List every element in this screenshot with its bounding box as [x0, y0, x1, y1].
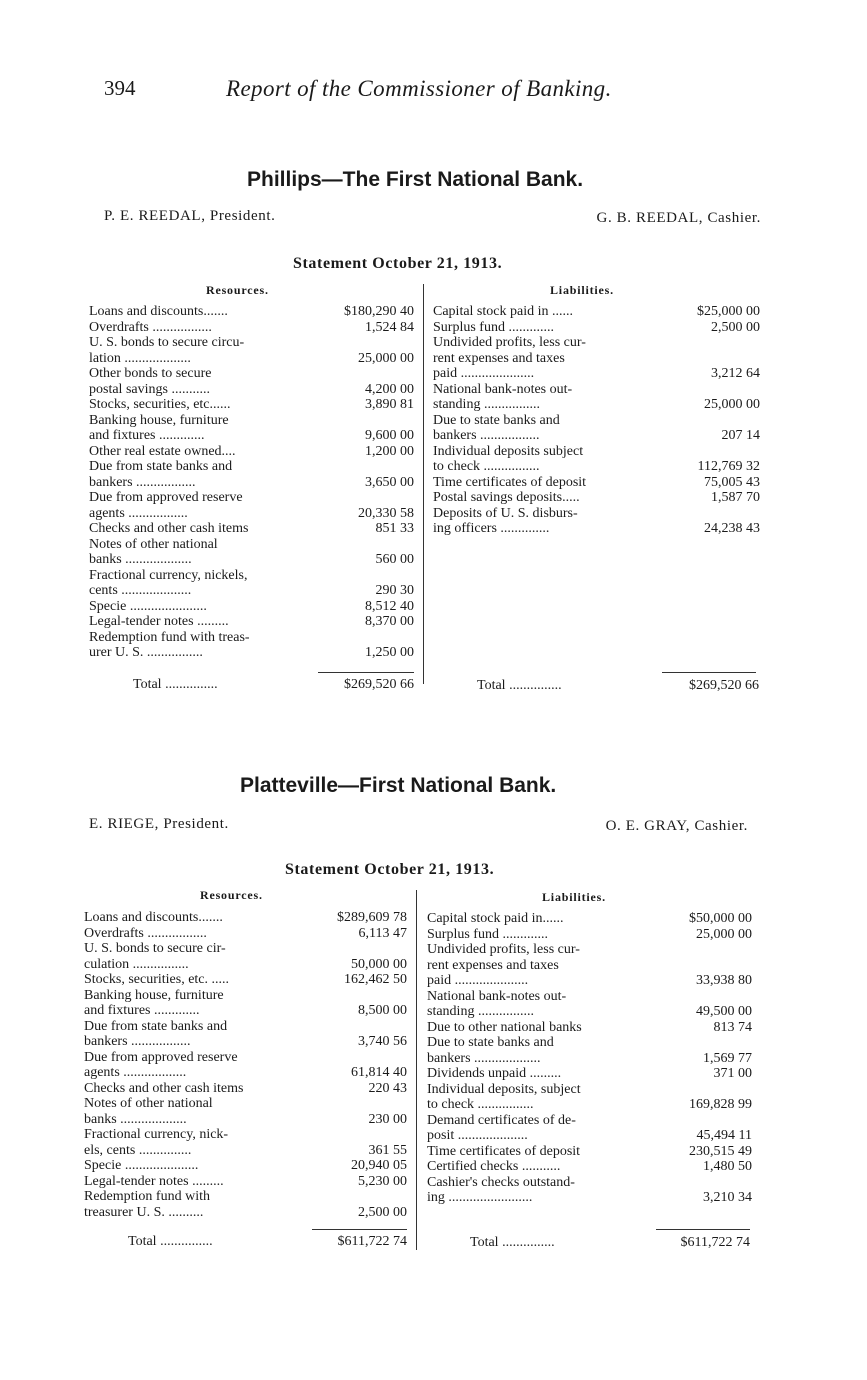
line-item-amount: 20,330 58	[358, 505, 414, 521]
line-item-label: Stocks, securities, etc......	[89, 397, 231, 412]
line-item-amount: 6,113 47	[358, 925, 407, 941]
line-item-label: Time certificates of deposit	[433, 474, 587, 490]
total-label: Total ...............	[470, 1235, 555, 1250]
liabilities-column	[427, 911, 752, 1206]
line-item	[433, 506, 760, 537]
page-number: 394	[104, 76, 136, 100]
line-item	[427, 942, 752, 989]
line-item-amount: $25,000 00	[697, 304, 760, 319]
bank-title: Platteville—First National Bank.	[240, 774, 557, 797]
line-item-amount: 20,940 05	[351, 1158, 407, 1173]
line-item-amount: 61,814 40	[351, 1065, 407, 1080]
line-item-amount: 112,769 32	[697, 459, 760, 474]
line-item	[89, 537, 414, 568]
line-item-label: Notes of other national banks ...................	[89, 536, 218, 567]
line-item-amount: 49,500 00	[696, 1004, 752, 1019]
line-item	[427, 1144, 752, 1160]
line-item	[89, 490, 414, 521]
line-item	[84, 941, 407, 972]
line-item-label: National bank-notes out- standing ................	[427, 988, 567, 1019]
line-item-label: Due to state banks and bankers ...................	[427, 1035, 554, 1066]
line-item-amount: 33,938 80	[696, 973, 752, 988]
line-item-amount: 361 55	[368, 1142, 407, 1158]
line-item-label: Checks and other cash items	[89, 521, 249, 536]
line-item-amount: 4,200 00	[365, 381, 414, 397]
line-item	[89, 614, 414, 630]
line-item	[433, 444, 760, 475]
liabilities-heading: Liabilities.	[542, 890, 606, 904]
line-item-label: Individual deposits, subject to check ................	[427, 1081, 581, 1112]
line-item-label: Undivided profits, less cur- rent expenses and taxes paid .....................	[433, 335, 586, 381]
line-item	[433, 490, 760, 506]
line-item-label: U. S. bonds to secure cir- culation ................	[84, 941, 226, 972]
line-item-amount: 75,005 43	[704, 474, 760, 490]
line-item-label: Other real estate owned....	[89, 443, 236, 459]
total-label: Total ...............	[477, 678, 562, 693]
line-item	[89, 304, 414, 320]
line-item	[89, 413, 414, 444]
line-item	[84, 1127, 407, 1158]
line-item-amount: 1,587 70	[711, 490, 760, 505]
line-item-label: Due from state banks and bankers .................	[84, 1018, 228, 1049]
line-item	[84, 1019, 407, 1050]
line-item-label: Banking house, furniture and fixtures .............	[89, 412, 229, 443]
line-item	[84, 972, 407, 988]
line-item-amount: 290 30	[375, 583, 414, 598]
line-item-amount: 3,212 64	[711, 366, 760, 381]
line-item	[84, 926, 407, 942]
line-item	[89, 444, 414, 460]
liabilities-total-row	[477, 678, 759, 694]
line-item	[427, 927, 752, 943]
line-item	[84, 988, 407, 1019]
line-item-amount: 162,462 50	[344, 972, 407, 987]
line-item-amount: 1,480 50	[703, 1159, 752, 1174]
line-item-label: Due to state banks and bankers .................	[433, 412, 560, 443]
line-item-label: Due from approved reserve agents .................	[89, 490, 243, 521]
line-item-amount: 25,000 00	[696, 926, 752, 942]
line-item-amount: 1,200 00	[365, 443, 414, 459]
line-item-amount: 50,000 00	[351, 956, 407, 972]
line-item-label: Loans and discounts.......	[89, 304, 228, 319]
line-item-label: Capital stock paid in......	[427, 911, 564, 926]
line-item-amount: 45,494 11	[696, 1128, 752, 1143]
line-item-label: Redemption fund with treas- urer U. S. ................	[89, 629, 250, 660]
liabilities-heading: Liabilities.	[550, 283, 614, 297]
line-item-amount: 230,515 49	[689, 1143, 752, 1159]
line-item-amount: 851 33	[375, 521, 414, 536]
line-item	[89, 599, 414, 615]
line-item	[84, 1096, 407, 1127]
line-item	[433, 475, 760, 491]
line-item-label: Due from approved reserve agents ..................	[84, 1049, 238, 1080]
line-item-label: Notes of other national banks ...................	[84, 1096, 213, 1127]
total-rule	[312, 1229, 407, 1230]
line-item-label: Checks and other cash items	[84, 1080, 244, 1096]
line-item-amount: 230 00	[368, 1111, 407, 1127]
total-amount: $269,520 66	[344, 677, 414, 692]
line-item-label: Due to other national banks	[427, 1019, 582, 1035]
resources-total-row	[128, 1234, 407, 1250]
line-item-label: Banking house, furniture and fixtures .............	[84, 987, 224, 1018]
line-item-label: Overdrafts .................	[84, 925, 207, 941]
total-label: Total ...............	[133, 677, 218, 692]
total-label: Total ...............	[128, 1234, 213, 1249]
line-item-label: Redemption fund with treasurer U. S. ..........	[84, 1189, 210, 1220]
line-item-label: Fractional currency, nickels, cents ....................	[89, 567, 248, 598]
line-item	[84, 1081, 407, 1097]
line-item-amount: 3,210 34	[703, 1190, 752, 1205]
line-item	[89, 335, 414, 366]
liabilities-total-row	[470, 1235, 750, 1251]
line-item	[433, 335, 760, 382]
total-rule	[318, 672, 414, 673]
line-item	[433, 413, 760, 444]
line-item-label: Individual deposits subject to check ................	[433, 443, 584, 474]
line-item-amount: 3,650 00	[365, 474, 414, 490]
column-divider	[423, 284, 424, 684]
line-item-label: Demand certificates of de- posit ....................	[427, 1112, 576, 1143]
line-item-amount: 8,512 40	[365, 598, 414, 614]
line-item-amount: 24,238 43	[704, 521, 760, 536]
line-item-amount: 220 43	[368, 1080, 407, 1096]
line-item	[84, 1174, 407, 1190]
line-item-amount: 2,500 00	[711, 319, 760, 335]
line-item-label: Certified checks ...........	[427, 1159, 561, 1174]
line-item	[427, 989, 752, 1020]
line-item-label: Surplus fund .............	[433, 319, 554, 335]
line-item	[89, 366, 414, 397]
line-item-amount: 25,000 00	[704, 397, 760, 412]
line-item	[427, 911, 752, 927]
line-item	[433, 382, 760, 413]
statement-title: Statement October 21, 1913.	[285, 861, 495, 878]
line-item	[84, 910, 407, 926]
line-item-label: Deposits of U. S. disburs- ing officers ..............	[433, 505, 578, 536]
line-item	[84, 1189, 407, 1220]
line-item-label: Overdrafts .................	[89, 319, 212, 335]
line-item	[433, 304, 760, 320]
line-item-label: Stocks, securities, etc. .....	[84, 972, 230, 987]
line-item-amount: 1,569 77	[703, 1050, 752, 1066]
line-item	[89, 397, 414, 413]
line-item-label: Legal-tender notes .........	[89, 614, 229, 629]
line-item-label: National bank-notes out- standing ................	[433, 381, 573, 412]
line-item-amount: 5,230 00	[358, 1173, 407, 1189]
total-amount: $611,722 74	[337, 1234, 407, 1249]
president-name: E. RIEGE, President.	[89, 816, 229, 832]
resources-heading: Resources.	[200, 888, 263, 902]
line-item	[89, 320, 414, 336]
line-item-amount: 8,370 00	[365, 614, 414, 629]
line-item-label: Specie .....................	[84, 1158, 199, 1173]
line-item	[89, 459, 414, 490]
total-amount: $269,520 66	[689, 678, 759, 693]
line-item-label: Postal savings deposits.....	[433, 490, 580, 505]
line-item	[427, 1082, 752, 1113]
line-item-amount: 9,600 00	[365, 428, 414, 443]
line-item	[427, 1020, 752, 1036]
line-item	[84, 1158, 407, 1174]
line-item-amount: 169,828 99	[689, 1097, 752, 1112]
running-title: Report of the Commissioner of Banking.	[226, 76, 612, 101]
line-item-amount: 1,250 00	[365, 645, 414, 660]
line-item-label: Dividends unpaid .........	[427, 1066, 562, 1081]
line-item-amount: 3,740 56	[358, 1034, 407, 1049]
line-item	[427, 1035, 752, 1066]
line-item-amount: 1,524 84	[365, 319, 414, 335]
line-item	[433, 320, 760, 336]
resources-column	[84, 910, 407, 1220]
line-item-amount: 8,500 00	[358, 1003, 407, 1018]
line-item-amount: $180,290 40	[344, 304, 414, 319]
line-item-label: Specie ......................	[89, 598, 207, 614]
line-item-amount: 25,000 00	[358, 350, 414, 366]
total-rule	[662, 672, 756, 673]
line-item-label: Fractional currency, nick- els, cents ...............	[84, 1127, 229, 1158]
line-item	[89, 568, 414, 599]
line-item-amount: 560 00	[375, 552, 414, 567]
line-item	[89, 630, 414, 661]
line-item	[89, 521, 414, 537]
line-item-label: Cashier's checks outstand- ing ........................	[427, 1174, 575, 1205]
liabilities-column	[433, 304, 760, 537]
total-rule	[656, 1229, 750, 1230]
cashier-name: O. E. GRAY, Cashier.	[605, 818, 748, 834]
line-item-label: Other bonds to secure postal savings ...........	[89, 366, 212, 397]
line-item-amount: 207 14	[721, 428, 760, 443]
line-item-label: Loans and discounts.......	[84, 910, 223, 925]
statement-title: Statement October 21, 1913.	[293, 255, 503, 272]
line-item-label: Undivided profits, less cur- rent expenses and taxes paid .....................	[427, 942, 580, 988]
line-item-amount: $50,000 00	[689, 911, 752, 926]
line-item-amount: 3,890 81	[365, 397, 414, 412]
president-name: P. E. REEDAL, President.	[104, 208, 276, 224]
line-item-label: Legal-tender notes .........	[84, 1173, 224, 1189]
line-item-amount: 371 00	[713, 1066, 752, 1081]
resources-total-row	[133, 677, 414, 693]
line-item-amount: 813 74	[713, 1019, 752, 1035]
bank-title: Phillips—The First National Bank.	[247, 168, 584, 191]
total-amount: $611,722 74	[680, 1235, 750, 1250]
line-item-label: Due from state banks and bankers .................	[89, 459, 233, 490]
line-item-label: U. S. bonds to secure circu- lation ...................	[89, 335, 245, 366]
cashier-name: G. B. REEDAL, Cashier.	[596, 210, 761, 226]
resources-column	[89, 304, 414, 661]
line-item-amount: $289,609 78	[337, 910, 407, 925]
line-item	[84, 1050, 407, 1081]
line-item-amount: 2,500 00	[358, 1204, 407, 1220]
line-item	[427, 1066, 752, 1082]
line-item-label: Surplus fund .............	[427, 926, 548, 942]
line-item-label: Time certificates of deposit	[427, 1143, 581, 1159]
line-item	[427, 1175, 752, 1206]
resources-heading: Resources.	[206, 283, 269, 297]
line-item	[427, 1159, 752, 1175]
line-item-label: Capital stock paid in ......	[433, 304, 573, 319]
column-divider	[416, 890, 417, 1250]
line-item	[427, 1113, 752, 1144]
